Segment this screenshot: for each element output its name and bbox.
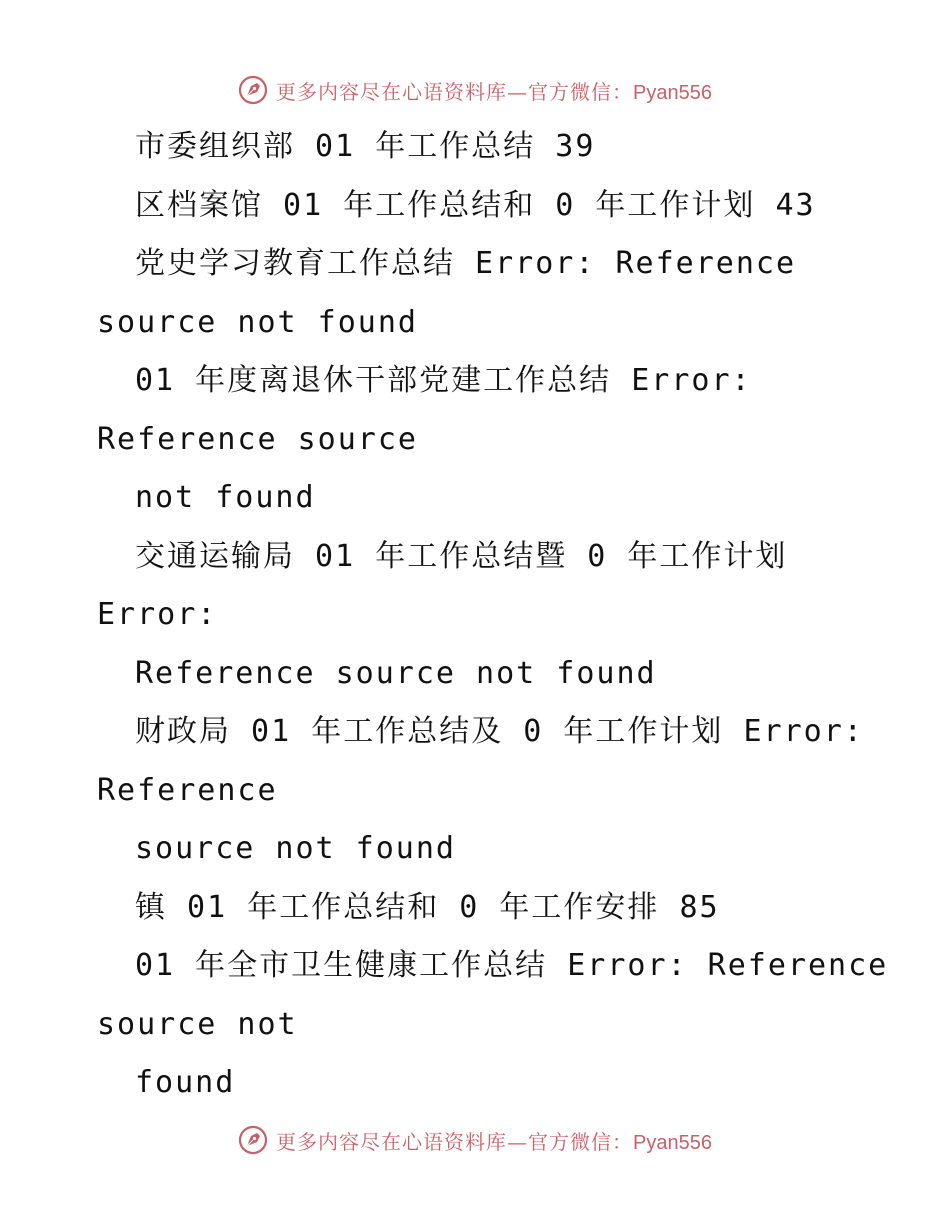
toc-line: Reference <box>97 772 278 808</box>
toc-line: 01 年度离退休干部党建工作总结 Error: <box>135 363 752 398</box>
banner-text: 更多内容尽在心语资料库—官方微信：Pyan556 <box>276 1129 712 1154</box>
footer-banner <box>0 1120 950 1160</box>
wechat-id: Pyan556 <box>633 81 712 104</box>
wechat-id: Pyan556 <box>633 1131 712 1154</box>
toc-line: 01 年全市卫生健康工作总结 Error: Reference <box>135 948 889 983</box>
toc-line: Reference source <box>97 421 418 457</box>
toc-line: Reference source not found <box>135 655 657 691</box>
document-body <box>97 125 889 1120</box>
toc-line: found <box>135 1065 236 1100</box>
toc-line: source not found <box>97 304 418 340</box>
toc-line: source not <box>97 1006 298 1042</box>
toc-line: 交通运输局 01 年工作总结暨 0 年工作计划 <box>135 538 788 574</box>
toc-line: 财政局 01 年工作总结及 0 年工作计划 Error: <box>135 714 864 749</box>
toc-line: 区档案馆 01 年工作总结和 0 年工作计划 43 <box>135 187 816 223</box>
header-banner <box>0 70 950 110</box>
toc-line: 镇 01 年工作总结和 0 年工作安排 85 <box>135 889 720 925</box>
toc-line: 党史学习教育工作总结 Error: Reference <box>135 246 797 281</box>
pen-nib-circle-icon <box>238 1125 268 1155</box>
toc-line: Error: <box>97 597 218 632</box>
toc-line: not found <box>135 480 316 515</box>
banner-text: 更多内容尽在心语资料库—官方微信：Pyan556 <box>276 79 712 104</box>
toc-line: 市委组织部 01 年工作总结 39 <box>135 129 596 164</box>
toc-line: source not found <box>135 831 456 866</box>
pen-nib-circle-icon <box>238 75 268 105</box>
